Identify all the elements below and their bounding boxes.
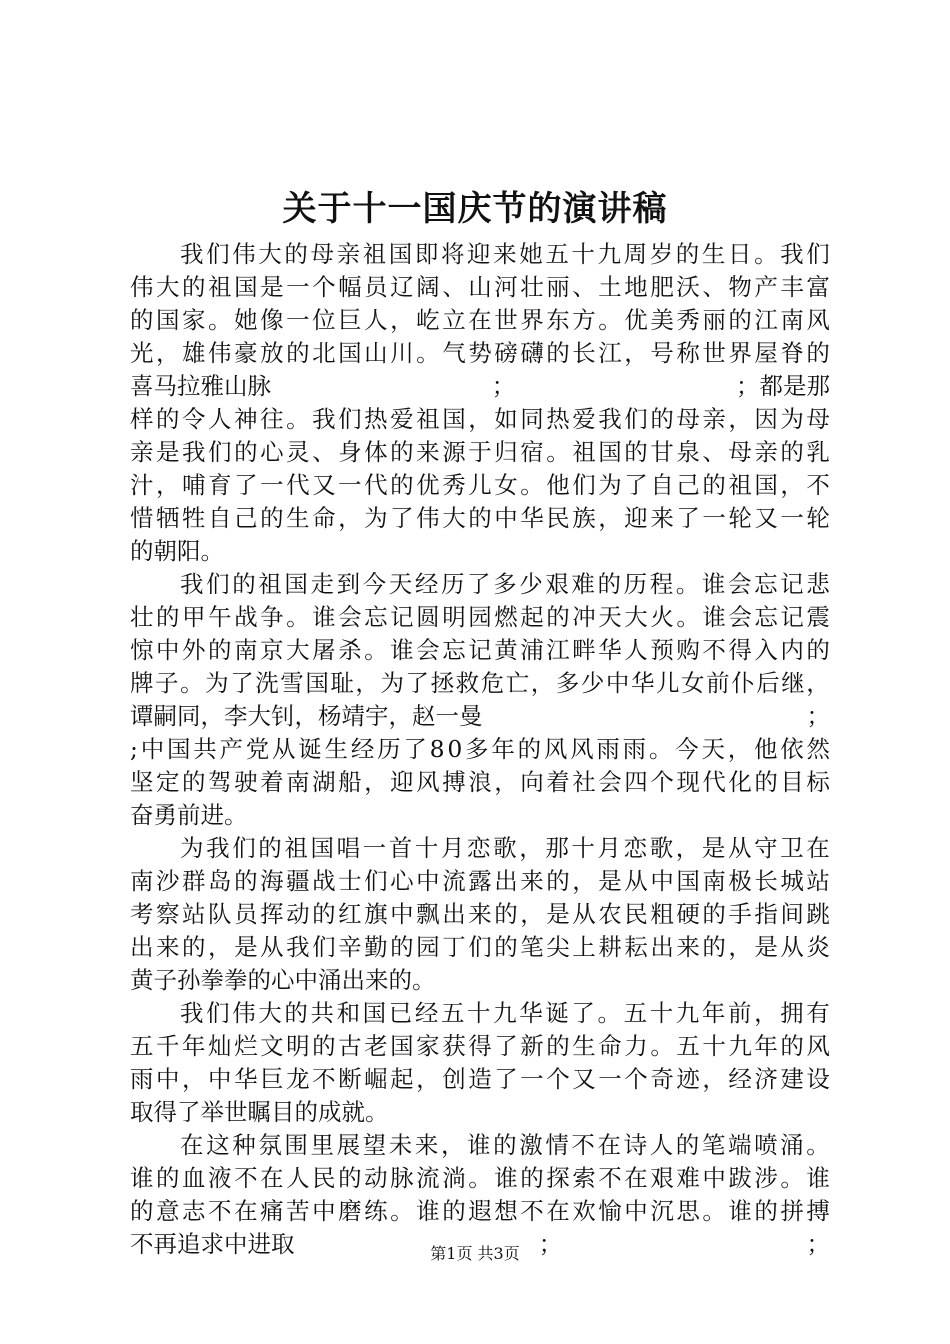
text-line: 奋 勇 前 进 。 <box>130 801 248 829</box>
text-line: 我 们 的 祖 国 走 到 今 天 经 历 了 多 少 艰 难 的 历 程 。 谁 会 忘 记 悲 <box>180 570 830 598</box>
text-line: 五 千 年 灿 烂 文 明 的 古 老 国 家 获 得 了 新 的 生 命 力 。 五 十 九 年 的 风 <box>130 1032 830 1060</box>
page-footer: 第1页 共3页 <box>430 1244 520 1263</box>
text-line: 惊 中 外 的 南 京 大 屠 杀 。 谁 会 忘 记 黄 浦 江 畔 华 人 预 购 不 得 入 内 的 <box>130 636 830 664</box>
text-line: 南 沙 群 岛 的 海 疆 战 士 们 心 中 流 露 出 来 的 ， 是 从 中 国 南 极 长 城 站 <box>130 867 830 895</box>
text-line: 黄 子 孙 拳 拳 的 心 中 涌 出 来 的 。 <box>130 966 436 994</box>
text-line: 伟 大 的 祖 国 是 一 个 幅 员 辽 阔 、 山 河 壮 丽 、 土 地 肥 沃 、 物 产 丰 富 <box>130 273 830 301</box>
document-body <box>130 238 830 1261</box>
text-line: 不再追求中进取 ； ； <box>130 1230 830 1258</box>
text-line: 惜 牺 牲 自 己 的 生 命 ， 为 了 伟 大 的 中 华 民 族 ， 迎 来 了 一 轮 又 一 轮 <box>130 504 830 532</box>
text-line: 的 意 志 不 在 痛 苦 中 磨 练 。 谁 的 遐 想 不 在 欢 愉 中 沉 思 。 谁 的 拼 搏 <box>130 1197 830 1225</box>
text-line: 坚 定 的 驾 驶 着 南 湖 船 ， 迎 风 搏 浪 ， 向 着 社 会 四 个 现 代 化 的 目 标 <box>130 768 830 796</box>
text-line: 雨 中 ， 中 华 巨 龙 不 断 崛 起 ， 创 造 了 一 个 又 一 个 奇 迹 ， 经 济 建 设 <box>130 1065 830 1093</box>
text-line: 取 得 了 举 世 瞩 目 的 成 就 。 <box>130 1098 389 1126</box>
text-line: 为 我 们 的 祖 国 唱 一 首 十 月 恋 歌 ， 那 十 月 恋 歌 ， 是 从 守 卫 在 <box>180 834 830 862</box>
document-title: 关于十一国庆节的演讲稿 <box>282 189 668 229</box>
text-line: 谁 的 血 液 不 在 人 民 的 动 脉 流 淌 。 谁 的 探 索 不 在 艰 难 中 跋 涉 。 谁 <box>130 1164 830 1192</box>
text-line: 亲 是 我 们 的 心 灵 、 身 体 的 来 源 于 归 宿 。 祖 国 的 甘 泉 、 母 亲 的 乳 <box>130 438 830 466</box>
text-line: ; 中 国 共 产 党 从 诞 生 经 历 了 8 0 多 年 的 风 风 雨 雨 。 今 天 ， 他 依 然 <box>130 735 830 763</box>
text-line: 喜马拉雅山脉 ； ；都是那 <box>130 372 830 400</box>
text-line: 考 察 站 队 员 挥 动 的 红 旗 中 飘 出 来 的 ， 是 从 农 民 粗 硬 的 手 指 间 跳 <box>130 900 830 928</box>
text-line: 壮 的 甲 午 战 争 。 谁 会 忘 记 圆 明 园 燃 起 的 冲 天 大 火 。 谁 会 忘 记 震 <box>130 603 830 631</box>
text-line: 汁 ， 哺 育 了 一 代 又 一 代 的 优 秀 儿 女 。 他 们 为 了 自 己 的 祖 国 ， 不 <box>130 471 830 499</box>
text-line: 牌 子 。 为 了 洗 雪 国 耻 ， 为 了 拯 救 危 亡 ， 多 少 中 华 儿 女 前 仆 后 继 ， <box>130 669 830 697</box>
text-line: 样 的 令 人 神 往 。 我 们 热 爱 祖 国 ， 如 同 热 爱 我 们 的 母 亲 ， 因 为 母 <box>130 405 830 433</box>
text-line: 在 这 种 氛 围 里 展 望 未 来 ， 谁 的 激 情 不 在 诗 人 的 笔 端 喷 涌 。 <box>180 1131 830 1159</box>
text-line: 的 国 家 。 她 像 一 位 巨 人 ， 屹 立 在 世 界 东 方 。 优 美 秀 丽 的 江 南 风 <box>130 306 830 334</box>
text-line: 我 们 伟 大 的 共 和 国 已 经 五 十 九 华 诞 了 。 五 十 九 年 前 ， 拥 有 <box>180 999 830 1027</box>
text-line: 出 来 的 ， 是 从 我 们 辛 勤 的 园 丁 们 的 笔 尖 上 耕 耘 出 来 的 ， 是 从 炎 <box>130 933 830 961</box>
text-line: 我 们 伟 大 的 母 亲 祖 国 即 将 迎 来 她 五 十 九 周 岁 的 生 日 。 我 们 <box>180 240 830 268</box>
text-line: 光 ， 雄 伟 豪 放 的 北 国 山 川 。 气 势 磅 礴 的 长 江 ， 号 称 世 界 屋 脊 的 <box>130 339 830 367</box>
text-line: 谭嗣同，李大钊，杨靖宇，赵一曼 ； <box>130 702 830 730</box>
text-line: 的 朝 阳 。 <box>130 537 224 565</box>
